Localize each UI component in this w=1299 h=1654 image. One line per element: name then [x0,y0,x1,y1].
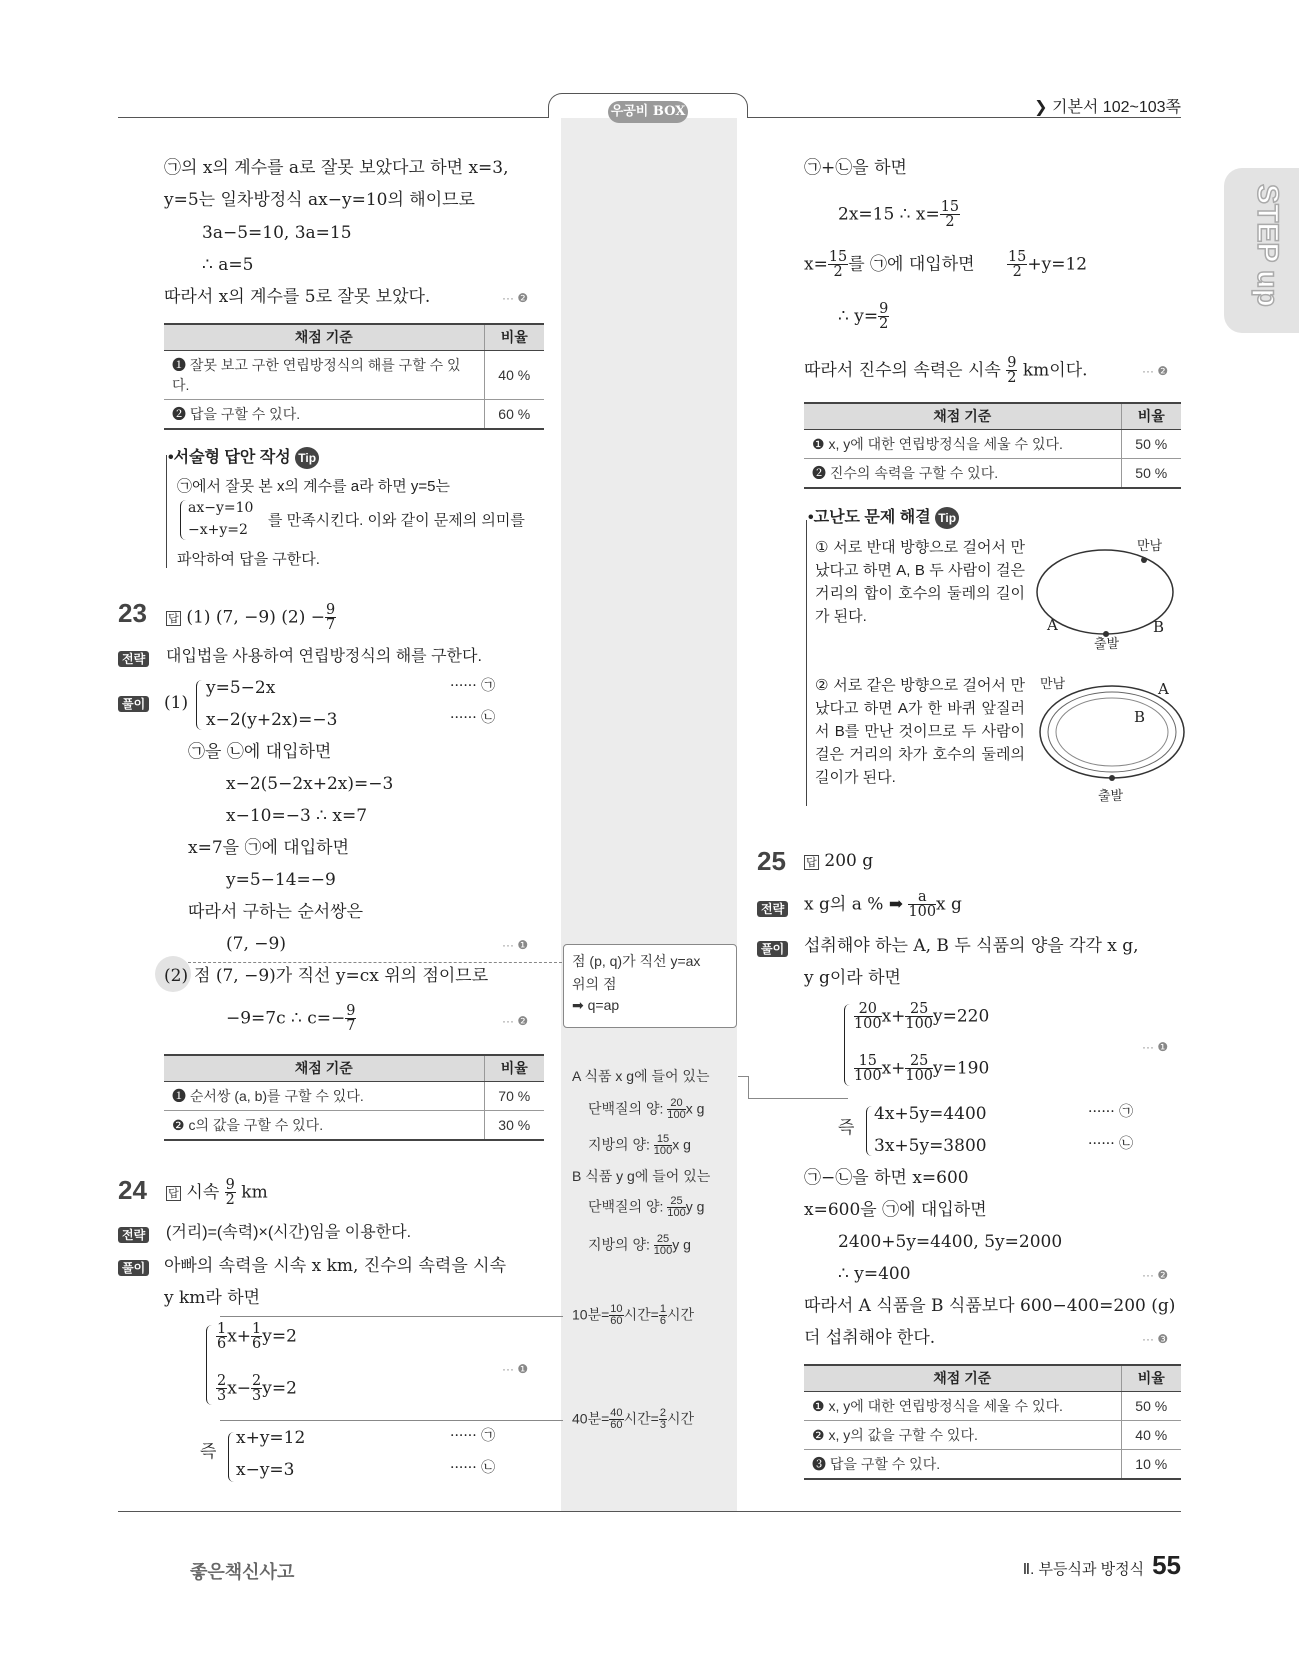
answer-icon: 답 [804,855,819,870]
tip-icon: Tip [295,447,319,469]
table-cell: ❶ 잘못 보고 구한 연립방정식의 해를 구할 수 있다. [164,350,484,399]
strategy [757,898,788,918]
section-title: Ⅱ. 부등식과 방정식 [1022,1561,1145,1578]
equation: ∴ y=400 [838,1264,911,1284]
table-header: 비율 [484,324,544,350]
table-header: 채점 기준 [804,403,1121,429]
solution-text: ㉠을 ㉡에 대입하면 [188,742,332,762]
page-footer [1023,1550,1181,1581]
score-table [164,1054,544,1141]
side-note: 지방의 양: $\frac{25}{100}$ y g [588,1233,691,1258]
tip-text: 파악하여 답을 구한다. [177,551,320,568]
tip-text: ㉠에서 잘못 본 x의 계수를 a라 하면 y=5는 [177,478,450,495]
left-text: ㉠의 x의 계수를 a로 잘못 보았다고 하면 x=3, [164,158,509,178]
left-text: 따라서 x의 계수를 5로 잘못 보았다. [164,287,431,307]
box-label: 우공비 BOX [608,101,688,123]
table-cell: ❶ 순서쌍 (a, b)를 구할 수 있다. [164,1081,484,1110]
step-marker: ··· ❷ [502,291,529,305]
side-note: 지방의 양: $\frac{15}{100}$ x g [588,1133,691,1158]
diagram-label: 출발 [1098,788,1124,803]
equation: x= $\frac{15}{2}$ 를 ㉠에 대입하면 $\frac{15}{2}$ +y=12 [804,249,1088,281]
table-cell: ❷ x, y의 값을 구할 수 있다. [804,1420,1121,1449]
table-header: 비율 [484,1055,544,1081]
table-cell: 50 % [1121,429,1181,458]
side-note: A 식품 x g에 들어 있는 [572,1068,710,1084]
right-text: 따라서 진수의 속력은 시속 $\frac{9}{2}$ km이다. [804,355,1088,387]
table-cell: 60 % [484,399,544,429]
solution-text: y g이라 하면 [804,968,901,988]
side-note: 단백질의 양: $\frac{20}{100}$ x g [588,1097,705,1122]
step-marker: ··· ❷ [1142,364,1169,378]
diagram-label: B [1153,618,1165,636]
table-header: 채점 기준 [164,1055,484,1081]
equation-label: ······ ㉠ [1088,1104,1134,1120]
tip-title: •고난도 문제 해결 Tip [808,507,959,529]
solution-text: 즉 [200,1442,217,1462]
diagram-label: 만남 [1040,676,1066,691]
tip-equation: −x+y=2 [188,522,248,538]
solution-text: 섭취해야 하는 A, B 두 식품의 양을 각각 x g, [804,936,1139,956]
connector-line [220,1316,563,1317]
chevron-right-icon: ❯ [1034,99,1052,116]
bottom-rule [118,1511,1181,1512]
score-table [804,402,1181,489]
tip-box [166,455,167,568]
solution-text: ㉠−㉡을 하면 x=600 [804,1168,969,1188]
equation: (7, −9) [226,934,286,954]
equation: $\frac{20}{100}$ x+ $\frac{25}{100}$ y=220 [854,1001,990,1033]
problem-number: 24 [118,1175,147,1205]
equation: x−10=−3 ∴ x=7 [226,806,368,826]
step-marker: ··· ❸ [1142,1332,1169,1346]
tip-item: ① 서로 반대 방향으로 걸어서 만났다고 하면 A, B 두 사람이 걸은 거리의 합이 호수의 둘레의 길이가 된다. [815,539,1025,625]
side-note: B 식품 y g에 들어 있는 [572,1168,711,1184]
tip-icon: Tip [935,507,959,529]
equation: x−y=3 [236,1460,295,1480]
answer-icon: 답 [166,611,181,626]
right-text: ㉠+㉡을 하면 [804,158,907,178]
solution-text: 따라서 A 식품을 B 식품보다 600−400=200 (g) [804,1296,1176,1316]
step-marker: ··· ❷ [1142,1268,1169,1282]
tip-title: •서술형 답안 작성 Tip [168,447,319,469]
strategy-tag: 전략 [757,901,788,917]
solution-tag: 풀이 [757,941,788,957]
brace [180,500,186,540]
problem-number: 23 [118,598,147,628]
equation-label: ······ ㉡ [1088,1136,1134,1152]
lake-ellipse [1040,686,1184,778]
side-note: ➡ q=ap [572,997,620,1013]
side-note: 위의 점 [572,976,617,992]
equation: ∴ y= $\frac{9}{2}$ [838,301,889,333]
table-cell: ❶ x, y에 대한 연립방정식을 세울 수 있다. [804,429,1121,458]
side-note: 40분= $\frac{40}{60}$ 시간= $\frac{2}{3}$ 시간 [572,1407,695,1432]
tip-box [806,520,807,806]
answer: 답 시속 $\frac{9}{2}$ km [166,1178,268,1208]
solution [118,693,149,713]
solution-tag: 풀이 [118,1260,149,1276]
equation: 3x+5y=3800 [874,1136,987,1156]
left-equation: ∴ a=5 [202,255,254,275]
start-point [1109,775,1115,781]
brace [206,1325,212,1405]
diagram-label: 만남 [1137,538,1163,553]
answer: 답 200 g [804,851,873,871]
diagram-label: B [1134,708,1146,726]
table-cell: 70 % [484,1081,544,1110]
answer-icon: 답 [166,1186,181,1201]
reference-page: ❯ 기본서 102~103쪽 [1034,99,1181,116]
table-header: 채점 기준 [804,1365,1121,1391]
equation: $\frac{2}{3}$ x− $\frac{2}{3}$ y=2 [217,1373,297,1405]
connector-line [748,1098,848,1099]
step-marker: ··· ❷ [502,1014,529,1028]
brace [866,1106,872,1156]
table-cell: ❷ 진수의 속력을 구할 수 있다. [804,458,1121,488]
solution-text: 따라서 구하는 순서쌍은 [188,902,364,922]
table-cell: ❷ 답을 구할 수 있다. [164,399,484,429]
step-marker: ··· ❶ [1142,1040,1169,1054]
brace [196,680,202,730]
path-b [1056,698,1168,766]
connector-line [748,1076,749,1098]
tip-item: ② 서로 같은 방향으로 걸어서 만났다고 하면 A가 한 바퀴 앞질러서 B를 만난 것이므로 두 사람이 걸은 거리의 차가 호수의 둘레의 길이가 된다. [815,677,1025,786]
strategy [118,648,149,668]
solution [757,938,788,958]
solution-text: y km라 하면 [164,1288,261,1308]
strategy-text: (거리)=(속력)×(시간)임을 이용한다. [166,1224,412,1241]
equation: 4x+5y=4400 [874,1104,987,1124]
tip-text: 를 만족시킨다. 이와 같이 문제의 의미를 [268,512,525,529]
solution-text: x=7을 ㉠에 대입하면 [188,838,349,858]
strategy-tag: 전략 [118,651,149,667]
equation: −9=7c ∴ c=− $\frac{9}{7}$ [226,1003,356,1035]
equation: 2400+5y=4400, 5y=2000 [838,1232,1063,1252]
diagram-label: A [1047,616,1058,634]
publisher-logo: 좋은책신사고 [190,1562,295,1582]
connector-line [738,1076,748,1077]
table-header: 비율 [1121,1365,1181,1391]
connector-line [220,1420,563,1421]
table-cell: ❸ 답을 구할 수 있다. [804,1449,1121,1479]
equation: x−2(5−2x+2x)=−3 [226,774,394,794]
table-cell: 50 % [1121,1391,1181,1420]
side-note: 단백질의 양: $\frac{25}{100}$ y g [588,1195,705,1220]
table-cell: 50 % [1121,458,1181,488]
diagram-label: A [1158,680,1169,698]
step-marker: ··· ❶ [502,938,529,952]
equation-label: ······ ㉡ [450,710,496,726]
solution-text: 즉 [838,1118,855,1138]
equation: x+y=12 [236,1428,306,1448]
tip-equation: ax−y=10 [188,500,254,516]
table-header: 채점 기준 [164,324,484,350]
answer: 답 (1) (7, −9) (2) − $\frac{9}{7}$ [166,603,336,633]
meet-point [1141,557,1147,563]
path-a [1048,692,1176,772]
page-number: 55 [1152,1550,1181,1580]
strategy-tag: 전략 [118,1227,149,1243]
diagram-same [1036,680,1196,790]
step-marker: ··· ❶ [502,1362,529,1376]
equation: y=5−2x [206,678,276,698]
side-note: 점 (p, q)가 직선 y=ax [572,953,701,969]
equation-label: ······ ㉠ [450,1428,496,1444]
sub-label: (1) [164,693,189,713]
strategy [118,1224,149,1244]
table-cell: 40 % [1121,1420,1181,1449]
equation: $\frac{15}{100}$ x+ $\frac{25}{100}$ y=190 [854,1053,990,1085]
sidebar-column [561,118,737,1511]
equation: $\frac{1}{6}$ x+ $\frac{1}{6}$ y=2 [217,1321,297,1353]
left-text: y=5는 일차방정식 ax−y=10의 해이므로 [164,190,475,210]
table-cell: 10 % [1121,1449,1181,1479]
diagram-label: 출발 [1094,636,1120,651]
solution-text: 점 (7, −9)가 직선 y=cx 위의 점이므로 [194,966,489,986]
equation: y=5−14=−9 [226,870,336,890]
equation: 2x=15 ∴ x= $\frac{15}{2}$ [838,199,960,231]
arrow-icon: ➡ [888,894,904,915]
strategy-text: x g의 a % ➡ $\frac{a}{100}$ x g [804,889,962,921]
equation-label: ······ ㉠ [450,678,496,694]
solution-text: 더 섭취해야 한다. [804,1328,936,1348]
score-table [804,1364,1181,1480]
equation: x−2(y+2x)=−3 [206,710,338,730]
score-table [164,323,544,430]
side-note-box [563,944,737,1028]
strategy-text: 대입법을 사용하여 연립방정식의 해를 구한다. [166,648,482,665]
solution-text: 아빠의 속력을 시속 x km, 진수의 속력을 시속 [164,1256,506,1276]
solution-text: x=600을 ㉠에 대입하면 [804,1200,987,1220]
table-header: 비율 [1121,403,1181,429]
dashed-connector [188,962,562,963]
brace [844,1004,850,1086]
step-label: STEP up [1251,184,1284,307]
solution-tag: 풀이 [118,696,149,712]
equation-label: ······ ㉡ [450,1460,496,1476]
table-cell: ❷ c의 값을 구할 수 있다. [164,1110,484,1140]
problem-number: 25 [757,846,786,876]
table-cell: ❶ x, y에 대한 연립방정식을 세울 수 있다. [804,1391,1121,1420]
side-note: 10분= $\frac{10}{60}$ 시간= $\frac{1}{6}$ 시간 [572,1303,695,1328]
left-equation: 3a−5=10, 3a=15 [202,223,352,243]
brace [228,1432,234,1482]
table-cell: 30 % [484,1110,544,1140]
table-cell: 40 % [484,350,544,399]
sub-label: (2) [164,966,189,986]
solution [118,1257,149,1277]
